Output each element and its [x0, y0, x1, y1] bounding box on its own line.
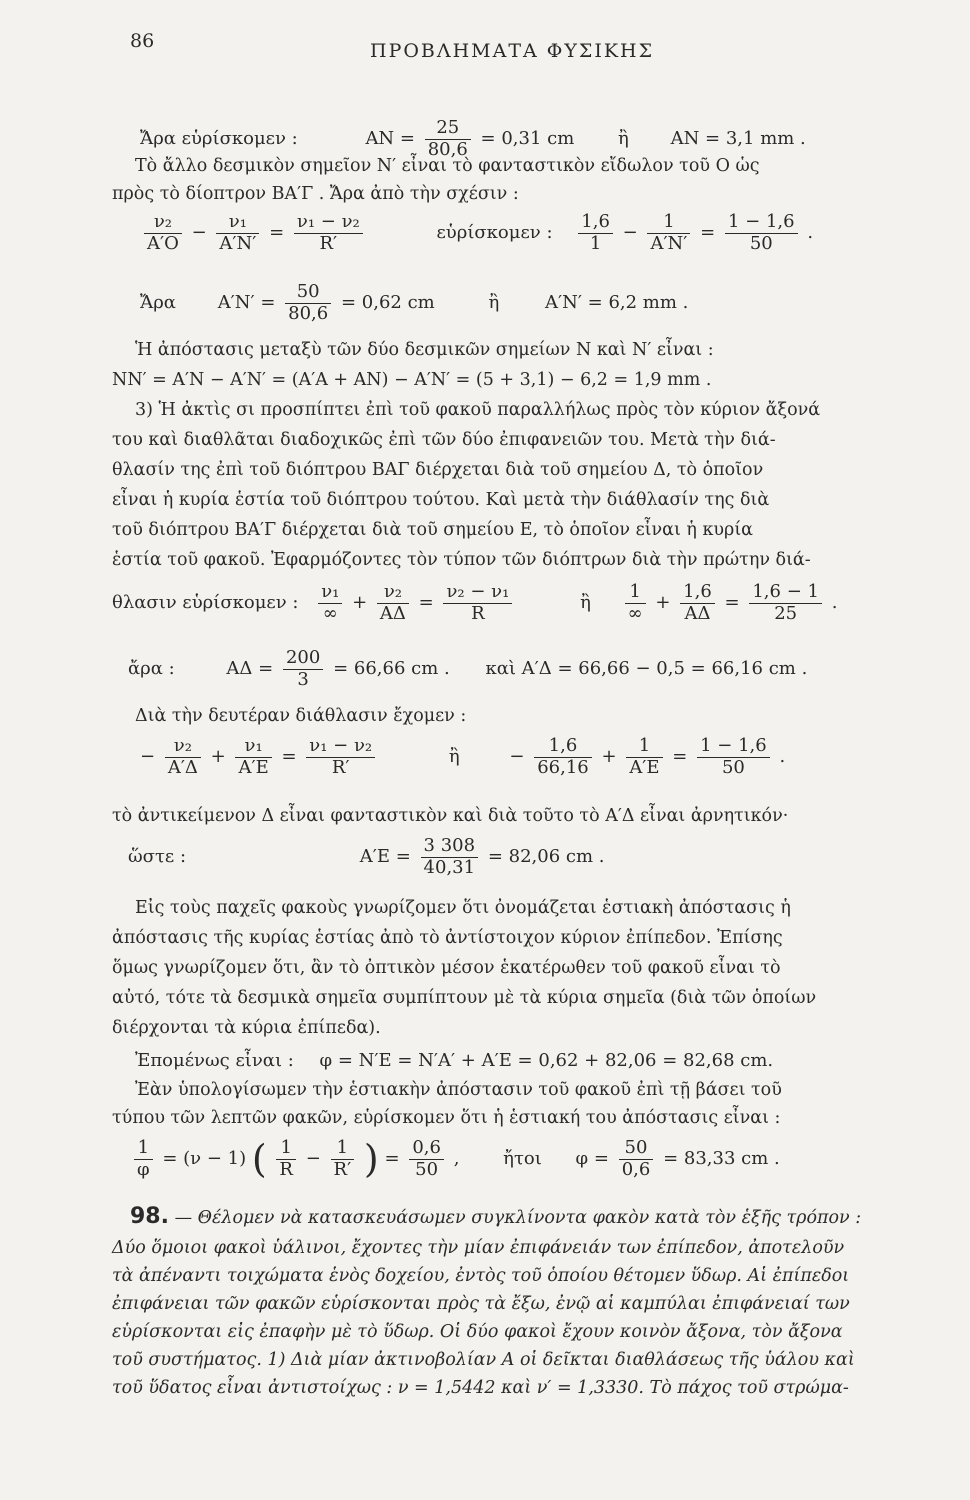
denominator: 50 [749, 232, 773, 254]
text-line: Δύο ὅμοιοι φακοὶ ὑάλινοι, ἔχοντες τὴν μίαν ἐπιφάνειάν των ἐπίπεδον, ἀποτελοῦν [112, 1238, 845, 1258]
fraction [409, 1138, 444, 1180]
period: . [831, 592, 838, 614]
operator: − [305, 1148, 321, 1170]
equation-label: θλασιν εὑρίσκομεν : [112, 592, 299, 614]
operator: − [509, 746, 525, 768]
text-line: τύπου τῶν λεπτῶν φακῶν, εὑρίσκομεν ὅτι ἡ ἑστιακή του ἀπόστασις εἶναι : [112, 1108, 781, 1128]
denominator: Α′Ε [629, 756, 660, 778]
equation-label: ἄρα : [128, 658, 175, 680]
numerator: 1 [331, 1138, 355, 1160]
equation-label: ὥστε : [128, 846, 187, 868]
problem-number: 98. [130, 1204, 169, 1229]
numerator: 1 [626, 736, 662, 758]
eq-result-2: καὶ Α′Δ = 66,66 − 0,5 = 66,16 cm . [485, 658, 808, 680]
fraction [697, 736, 770, 778]
text-line: ἑστία τοῦ φακοῦ. Ἐφαρμόζοντες τὸν τύπον τῶν διόπτρων διὰ τὴν πρώτην διά- [112, 550, 811, 570]
denominator: R′ [331, 756, 350, 778]
eq-lhs: ΑΝ = [365, 128, 415, 150]
operator: + [352, 592, 368, 614]
operator: − [140, 746, 156, 768]
fraction [134, 1138, 153, 1180]
numerator: ν₁ − ν₂ [306, 736, 375, 758]
fraction [625, 582, 646, 624]
numerator: 1,6 [534, 736, 592, 758]
ie-word: ἤτοι [503, 1148, 542, 1170]
operator: = [724, 592, 740, 614]
numerator: 1 − 1,6 [697, 736, 770, 758]
text-line: του καὶ διαθλᾶται διαδοχικῶς ἐπὶ τῶν δύο ἐπιφανειῶν του. Μετὰ τὴν διά- [112, 430, 776, 450]
operator: = [672, 746, 688, 768]
denominator: ΑΔ [379, 602, 406, 624]
denominator: R′ [319, 232, 338, 254]
denominator: Α′Ο [147, 232, 179, 254]
operator: − [191, 222, 207, 244]
numerator: 25 [425, 118, 471, 140]
eq-result: = 82,06 cm . [487, 846, 605, 868]
numerator: ν₂ − ν₁ [443, 582, 512, 604]
page-number: 86 [130, 30, 155, 52]
text-line: ἀπόστασις τῆς κυρίας ἑστίας ἀπὸ τὸ ἀντίστοιχον κύριον ἐπίπεδον. Ἐπίσης [112, 928, 783, 948]
problem-98-line [130, 1206, 861, 1228]
text-line: θλασίν της ἐπὶ τοῦ διόπτρου ΒΑΓ διέρχεται διὰ τοῦ σημείου Δ, τὸ ὁποῖον [112, 460, 764, 480]
fraction [578, 212, 613, 254]
denominator: R′ [333, 1158, 352, 1180]
numerator: 1 [134, 1138, 153, 1160]
fraction [647, 212, 690, 254]
fraction [216, 212, 259, 254]
eq-lhs: Α′Ε = [359, 846, 411, 868]
text-line: ἐπιφάνειαι τῶν φακῶν εὑρίσκονται πρὸς τὰ ἔξω, ἐνῷ αἱ καμπύλαι ἐπιφάνειαί των [112, 1294, 850, 1314]
denominator: R [279, 1158, 293, 1180]
operator: = [384, 1148, 400, 1170]
numerator: 50 [619, 1138, 654, 1160]
fraction [283, 648, 323, 690]
denominator: 40,31 [423, 856, 476, 878]
numerator: 3 308 [421, 836, 479, 858]
fraction [443, 582, 512, 624]
numerator: 1,6 [578, 212, 613, 234]
fraction [276, 1138, 296, 1180]
denominator: R [471, 602, 485, 624]
problem-text: — Θέλομεν νὰ κατασκευάσωμεν συγκλίνοντα φακὸν κατὰ τὸν ἑξῆς τρόπον : [174, 1208, 862, 1228]
operator: + [655, 592, 671, 614]
fraction [425, 118, 471, 160]
numerator: ν₂ [144, 212, 182, 234]
denominator: φ [137, 1158, 150, 1180]
text-line: 3) Ἡ ἀκτὶς σι προσπίπτει ἐπὶ τοῦ φακοῦ παραλλήλως πρὸς τὸν κύριον ἄξονά [135, 400, 821, 420]
period: . [779, 746, 786, 768]
denominator: ΑΔ [684, 602, 711, 624]
paren: ( [251, 1137, 267, 1182]
denominator: 3 [297, 668, 309, 690]
equation-thin-lens [130, 1138, 780, 1180]
denominator: 80,6 [288, 302, 329, 324]
denominator: Α′Δ [167, 756, 198, 778]
numerator: 1 [276, 1138, 296, 1160]
fraction [331, 1138, 355, 1180]
text-line: πρὸς τὸ δίοπτρον ΒΑ′Γ . Ἄρα ἀπὸ τὴν σχέσιν : [112, 184, 519, 204]
fraction [534, 736, 592, 778]
eq-result: φ = Ν′Ε = Ν′Α′ + Α′Ε = 0,62 + 82,06 = 82,68 cm. [319, 1050, 774, 1071]
eq-lhs: φ = [575, 1148, 609, 1170]
text-line: τοῦ συστήματος. 1) Διὰ μίαν ἀκτινοβολίαν Α οἱ δεῖκται διαθλάσεως τῆς ὑάλου καὶ [112, 1350, 855, 1370]
numerator: 1 [625, 582, 646, 604]
equation-label: Ἄρα [140, 292, 176, 314]
equation-focal-thick [135, 1050, 773, 1071]
numerator: 1 − 1,6 [725, 212, 798, 234]
text-line: Ἡ ἀπόστασις μεταξὺ τῶν δύο δεσμικῶν σημείων Ν καὶ Ν′ εἶναι : [135, 340, 714, 360]
operator: − [622, 222, 638, 244]
denominator: 50 [721, 756, 745, 778]
eq-lhs: = (ν − 1) [162, 1148, 247, 1170]
text-line: Διὰ τὴν δευτέραν διάθλασιν ἔχομεν : [135, 706, 467, 726]
text-line: Τὸ ἄλλο δεσμικὸν σημεῖον Ν′ εἶναι τὸ φανταστικὸν εἴδωλον τοῦ Ο ὡς [135, 156, 760, 176]
or-word: ἢ [488, 292, 500, 314]
text-line: τὸ ἀντικείμενον Δ εἶναι φανταστικὸν καὶ διὰ τοῦτο τὸ Α′Δ εἶναι ἀρνητικόν· [112, 806, 789, 826]
denominator: 66,16 [537, 756, 589, 778]
denominator: 80,6 [427, 138, 468, 160]
operator: + [601, 746, 617, 768]
numerator: ν₁ [216, 212, 259, 234]
operator: = [269, 222, 285, 244]
equation-second-refraction [140, 736, 785, 778]
denominator: 50 [415, 1158, 439, 1180]
eq-result-mm: ΑΝ = 3,1 mm . [670, 128, 806, 150]
numerator: 1,6 − 1 [749, 582, 822, 604]
eq-lhs: Α′Ν′ = [217, 292, 276, 314]
eq-result: = 0,31 cm [480, 128, 575, 150]
numerator: 1 [647, 212, 690, 234]
fraction [165, 736, 201, 778]
operator: = [700, 222, 716, 244]
numerator: ν₂ [377, 582, 409, 604]
text-line: ΝΝ′ = Α′Ν − Α′Ν′ = (Α′Α + ΑΝ) − Α′Ν′ = (5 + 3,1) − 6,2 = 1,9 mm . [112, 370, 712, 390]
equation-label: Ἐπομένως εἶναι : [135, 1050, 294, 1071]
fraction [680, 582, 715, 624]
numerator: ν₁ − ν₂ [294, 212, 363, 234]
denominator: Α′Ε [238, 756, 269, 778]
or-word: ἢ [580, 592, 591, 614]
text-line: αὐτό, τότε τὰ δεσμικὰ σημεῖα συμπίπτουν μὲ τὰ κύρια σημεῖα (διὰ τῶν ὁποίων [112, 988, 817, 1008]
fraction [421, 836, 479, 878]
text-line: τὰ ἀπέναντι τοιχώματα ἑνὸς δοχείου, ἐντὸς τοῦ ὁποίου θέτομεν ὕδωρ. Αἱ ἐπίπεδοι [112, 1266, 850, 1286]
fraction [626, 736, 662, 778]
numerator: 1,6 [680, 582, 715, 604]
eq-lhs: ΑΔ = [226, 658, 274, 680]
denominator: ∞ [627, 602, 643, 624]
operator: + [210, 746, 226, 768]
denominator: 0,6 [621, 1158, 651, 1180]
numerator: ν₁ [318, 582, 342, 604]
text-line: τοῦ ὕδατος εἶναι ἀντιστοίχως : ν = 1,5442 καὶ ν′ = 1,3330. Τὸ πάχος τοῦ στρώμα- [112, 1378, 849, 1398]
equation-first-refraction [112, 582, 837, 624]
paren: ) [363, 1137, 379, 1182]
or-word: ἢ [618, 128, 629, 150]
equation-a-e [128, 836, 604, 878]
denominator: ∞ [322, 602, 338, 624]
denominator: Α′Ν′ [650, 232, 688, 254]
comma: , [453, 1148, 460, 1170]
equation-an [140, 118, 806, 160]
equation-a-delta [128, 648, 807, 690]
denominator: 25 [774, 602, 798, 624]
fraction [294, 212, 363, 254]
numerator: ν₁ [235, 736, 271, 758]
fraction [144, 212, 182, 254]
text-line: εὑρίσκονται εἰς ἐπαφὴν μὲ τὸ ὕδωρ. Οἱ δύο φακοὶ ἔχουν κοινὸν ἄξονα, τὸν ἄξονα [112, 1322, 843, 1342]
fraction [318, 582, 342, 624]
numerator: ν₂ [165, 736, 201, 758]
operator: = [281, 746, 297, 768]
numerator: 200 [283, 648, 323, 670]
text-line: τοῦ διόπτρου ΒΑ′Γ διέρχεται διὰ τοῦ σημείου Ε, τὸ ὁποῖον εἶναι ἡ κυρία [112, 520, 753, 540]
numerator: 50 [285, 282, 331, 304]
equation-an-prime [140, 282, 688, 324]
fraction [306, 736, 375, 778]
denominator: 1 [589, 232, 602, 254]
period: . [807, 222, 814, 244]
numerator: 0,6 [409, 1138, 444, 1160]
fraction [377, 582, 409, 624]
fraction [619, 1138, 654, 1180]
eq-result: = 83,33 cm . [663, 1148, 780, 1170]
fraction [285, 282, 331, 324]
running-title: ΠΡΟΒΛΗΜΑΤΑ ΦΥΣΙΚΗΣ [370, 40, 655, 62]
denominator: Α′Ν′ [219, 232, 257, 254]
text-line: Εἰς τοὺς παχεῖς φακοὺς γνωρίζομεν ὅτι ὀνομάζεται ἑστιακὴ ἀπόστασις ἡ [135, 898, 791, 918]
eq-result-mm: Α′Ν′ = 6,2 mm . [545, 292, 689, 314]
operator: = [418, 592, 434, 614]
equation-dioptre-2 [140, 212, 813, 254]
eq-result: = 0,62 cm [340, 292, 435, 314]
or-word: ἢ [448, 746, 460, 768]
fraction [725, 212, 798, 254]
fraction [749, 582, 822, 624]
text-line: ὅμως γνωρίζομεν ὅτι, ἂν τὸ ὀπτικὸν μέσον ἑκατέρωθεν τοῦ φακοῦ εἶναι τὸ [112, 958, 781, 978]
fraction [235, 736, 271, 778]
text-line: εἶναι ἡ κυρία ἑστία τοῦ διόπτρου τούτου. Καὶ μετὰ τὴν διάθλασίν της διὰ [112, 490, 770, 510]
equation-label: Ἄρα εὑρίσκομεν : [140, 128, 298, 150]
eq-result: = 66,66 cm . [333, 658, 450, 680]
text-line: διέρχονται τὰ κύρια ἐπίπεδα). [112, 1018, 381, 1038]
text-line: Ἐὰν ὑπολογίσωμεν τὴν ἑστιακὴν ἀπόστασιν τοῦ φακοῦ ἐπὶ τῇ βάσει τοῦ [135, 1080, 782, 1100]
found-word: εὑρίσκομεν : [436, 222, 553, 244]
